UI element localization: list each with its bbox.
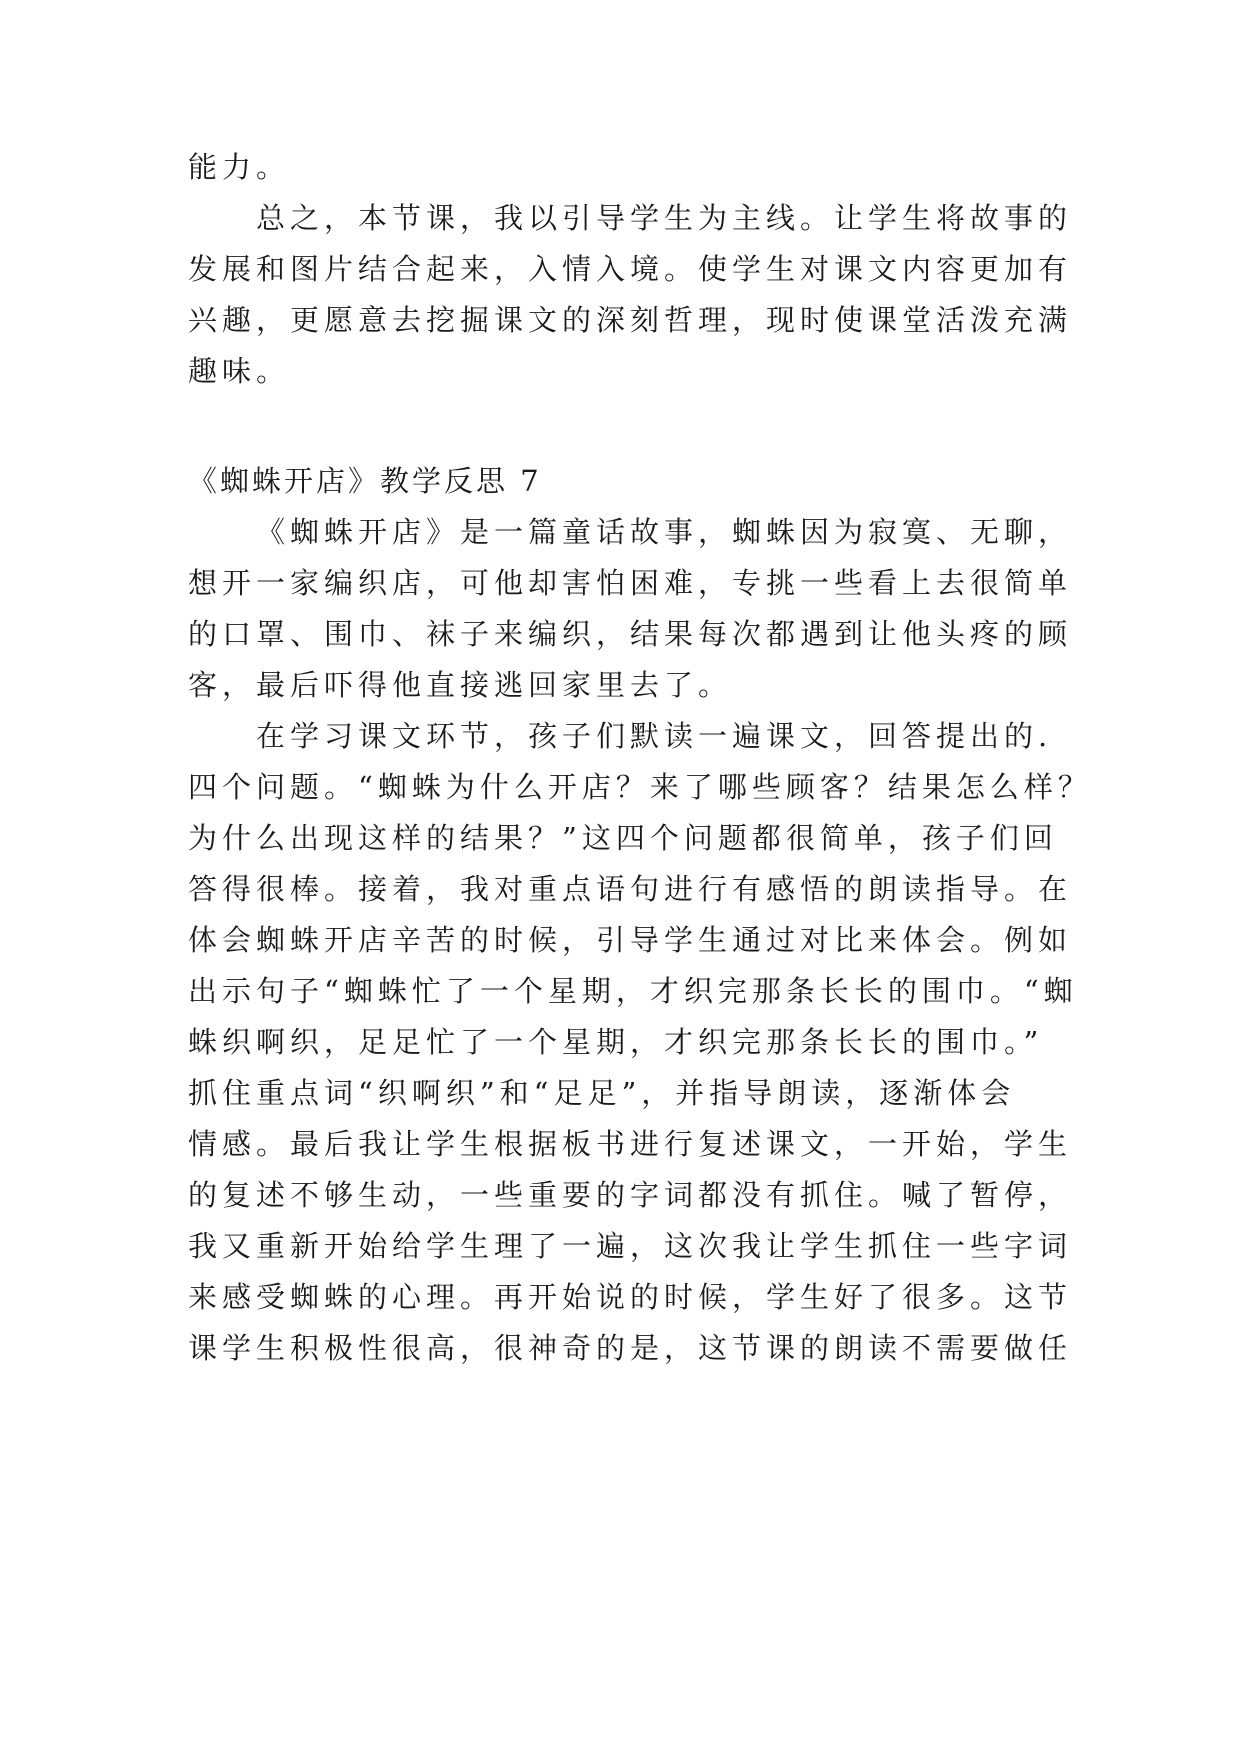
text-line: 四个问题。“蜘蛛为什么开店？来了哪些顾客？结果怎么样？ xyxy=(188,770,1092,804)
text-line: 想开一家编织店，可他却害怕困难，专挑一些看上去很简单 xyxy=(188,566,1073,600)
text-line: 体会蜘蛛开店辛苦的时候，引导学生通过对比来体会。例如 xyxy=(188,923,1073,957)
section-heading: 《蜘蛛开店》教学反思 7 xyxy=(188,464,542,498)
paragraph-start: 在学习课文环节，孩子们默读一遍课文，回答提出的. xyxy=(256,719,1053,753)
text-line: 我又重新开始给学生理了一遍，这次我让学生抓住一些字词 xyxy=(188,1229,1073,1263)
text-line: 课学生积极性很高，很神奇的是，这节课的朗读不需要做任 xyxy=(188,1331,1073,1365)
paragraph-start: 总之，本节课，我以引导学生为主线。让学生将故事的 xyxy=(256,201,1073,235)
text-line: 答得很棒。接着，我对重点语句进行有感悟的朗读指导。在 xyxy=(188,872,1073,906)
text-line: 蛛织啊织，足足忙了一个星期，才织完那条长长的围巾。” xyxy=(188,1025,1044,1059)
text-line: 来感受蜘蛛的心理。再开始说的时候，学生好了很多。这节 xyxy=(188,1280,1073,1314)
text-line: 的口罩、围巾、袜子来编织，结果每次都遇到让他头疼的顾 xyxy=(188,617,1073,651)
text-line: 情感。最后我让学生根据板书进行复述课文，一开始，学生 xyxy=(188,1127,1073,1161)
text-line: 发展和图片结合起来，入情入境。使学生对课文内容更加有 xyxy=(188,252,1073,286)
text-line: 兴趣，更愿意去挖掘课文的深刻哲理，现时使课堂活泼充满 xyxy=(188,303,1073,337)
text-line: 出示句子“蜘蛛忙了一个星期，才织完那条长长的围巾。“蜘 xyxy=(188,974,1078,1008)
text-line: 趣味。 xyxy=(188,354,291,388)
text-line: 的复述不够生动，一些重要的字词都没有抓住。喊了暂停， xyxy=(188,1178,1073,1212)
text-line: 为什么出现这样的结果？”这四个问题都很简单，孩子们回 xyxy=(188,821,1058,855)
paragraph-start: 《蜘蛛开店》是一篇童话故事，蜘蛛因为寂寞、无聊， xyxy=(256,515,1073,549)
text-line: 能力。 xyxy=(188,150,291,184)
text-line: 客，最后吓得他直接逃回家里去了。 xyxy=(188,668,733,702)
text-line: 抓住重点词“织啊织”和“足足”，并指导朗读，逐渐体会 xyxy=(188,1076,1016,1110)
